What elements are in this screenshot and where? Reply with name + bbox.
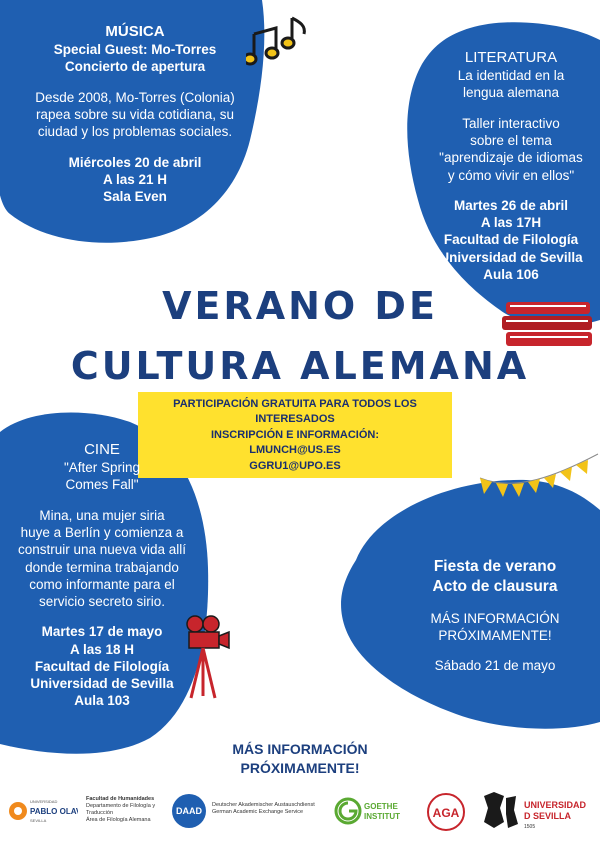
musica-desc: Desde 2008, Mo-Torres (Colonia) (35, 89, 235, 105)
literatura-title: lengua alemana (462, 85, 560, 101)
literatura-place: Universidad de Sevilla (439, 249, 583, 265)
literatura-time: A las 17H (480, 215, 542, 231)
musica-time: A las 21 H (102, 171, 168, 187)
pablo-city-text: SEVILLA (30, 818, 47, 823)
goethe-text: INSTITUT (364, 812, 400, 821)
pablo-olavide-logo (8, 794, 78, 828)
cine-desc: como informante para el (29, 576, 175, 592)
us-year: 1505 (524, 824, 536, 830)
literatura-date: Martes 26 de abril (453, 197, 569, 213)
musica-place: Sala Even (103, 189, 167, 205)
cine-desc: servicio secreto sirio. (38, 594, 166, 610)
daad-text (212, 802, 342, 816)
fiesta-date: Sábado 21 de mayo (434, 658, 556, 674)
universidad-sevilla-logo (476, 788, 594, 834)
cine-film-title: Comes Fall" (65, 477, 139, 493)
cine-section (8, 440, 196, 710)
bottom-info-line: MÁS INFORMACIÓN (232, 741, 368, 757)
goethe-logo (334, 794, 410, 828)
cine-desc: donde termina trabajando (25, 559, 179, 575)
daad-line: Deutscher Akademischer Austauschdienst (212, 802, 315, 808)
email-link[interactable]: GGRU1@UPO.ES (249, 459, 341, 472)
musica-desc: ciudad y los problemas sociales. (37, 124, 233, 140)
bottom-info (0, 740, 600, 778)
cine-desc: huye a Berlín y comienza a (20, 524, 184, 540)
fiesta-section (395, 557, 595, 674)
poster-title-line1: VERANO DE (162, 284, 438, 328)
cine-place: Universidad de Sevilla (30, 676, 174, 692)
literatura-desc: "aprendizaje de idiomas (439, 150, 583, 166)
fiesta-info: MÁS INFORMACIÓN (430, 610, 560, 626)
aga-logo (426, 790, 466, 834)
literatura-section (430, 48, 592, 283)
faculty-line: Área de Filología Alemana (86, 816, 151, 823)
faculty-line: Departamento de Filología y Traducción (86, 802, 156, 816)
fiesta-subtitle: Acto de clausura (432, 577, 558, 595)
literatura-room: Aula 106 (483, 266, 539, 282)
literatura-desc: sobre el tema (470, 132, 552, 148)
music-notes-icon (246, 12, 310, 72)
literatura-title: La identidad en la (457, 68, 565, 84)
musica-section (20, 22, 250, 205)
musica-guest: Special Guest: Mo-Torres (53, 42, 217, 58)
fiesta-title: Fiesta de verano (433, 558, 557, 575)
cine-heading: CINE (84, 441, 120, 458)
literatura-place: Facultad de Filología (443, 232, 579, 248)
bunting-icon (476, 452, 600, 520)
cine-film-title: "After Spring (63, 460, 141, 476)
cine-room: Aula 103 (74, 693, 130, 709)
cine-date: Martes 17 de mayo (41, 624, 163, 640)
sponsor-logos (0, 784, 600, 844)
literatura-desc: y cómo vivir en ellos" (447, 167, 575, 183)
us-text: UNIVERSIDAD (524, 800, 587, 810)
literatura-heading: LITERATURA (464, 49, 558, 66)
us-text: D SEVILLA (524, 811, 572, 821)
musica-subtitle: Concierto de apertura (64, 59, 206, 75)
daad-line: German Academic Exchange Service (212, 808, 304, 815)
cine-desc: construir una nueva vida allí (17, 542, 187, 558)
poster-title-line2: CULTURA ALEMANA (70, 344, 530, 388)
goethe-text: GOETHE (364, 802, 398, 811)
cine-desc: Mina, una mujer siria (39, 507, 165, 523)
info-line: INSCRIPCIÓN E INFORMACIÓN: (210, 428, 380, 441)
cine-time: A las 18 H (69, 641, 135, 657)
fiesta-info: PRÓXIMAMENTE! (438, 627, 552, 643)
musica-desc: rapea sobre su vida cotidiana, su (35, 106, 235, 122)
cine-place: Facultad de Filología (34, 658, 170, 674)
info-line: INTERESADOS (255, 413, 335, 426)
aga-text: AGA (432, 806, 460, 820)
daad-logo: DAAD (172, 794, 206, 828)
literatura-desc: Taller interactivo (462, 115, 560, 131)
faculty-line: Facultad de Humanidades (86, 796, 155, 802)
email-link[interactable]: LMUNCH@US.ES (249, 444, 341, 457)
musica-heading: MÚSICA (105, 23, 165, 40)
faculty-text (86, 796, 168, 824)
pablo-name-text: PABLO OLA (30, 807, 76, 816)
info-line: PARTICIPACIÓN GRATUITA PARA TODOS LOS (173, 398, 417, 410)
musica-date: Miércoles 20 de abril (68, 154, 202, 170)
pablo-small-text: UNIVERSIDAD (30, 799, 58, 804)
bottom-info-line: PRÓXIMAMENTE! (240, 759, 360, 776)
